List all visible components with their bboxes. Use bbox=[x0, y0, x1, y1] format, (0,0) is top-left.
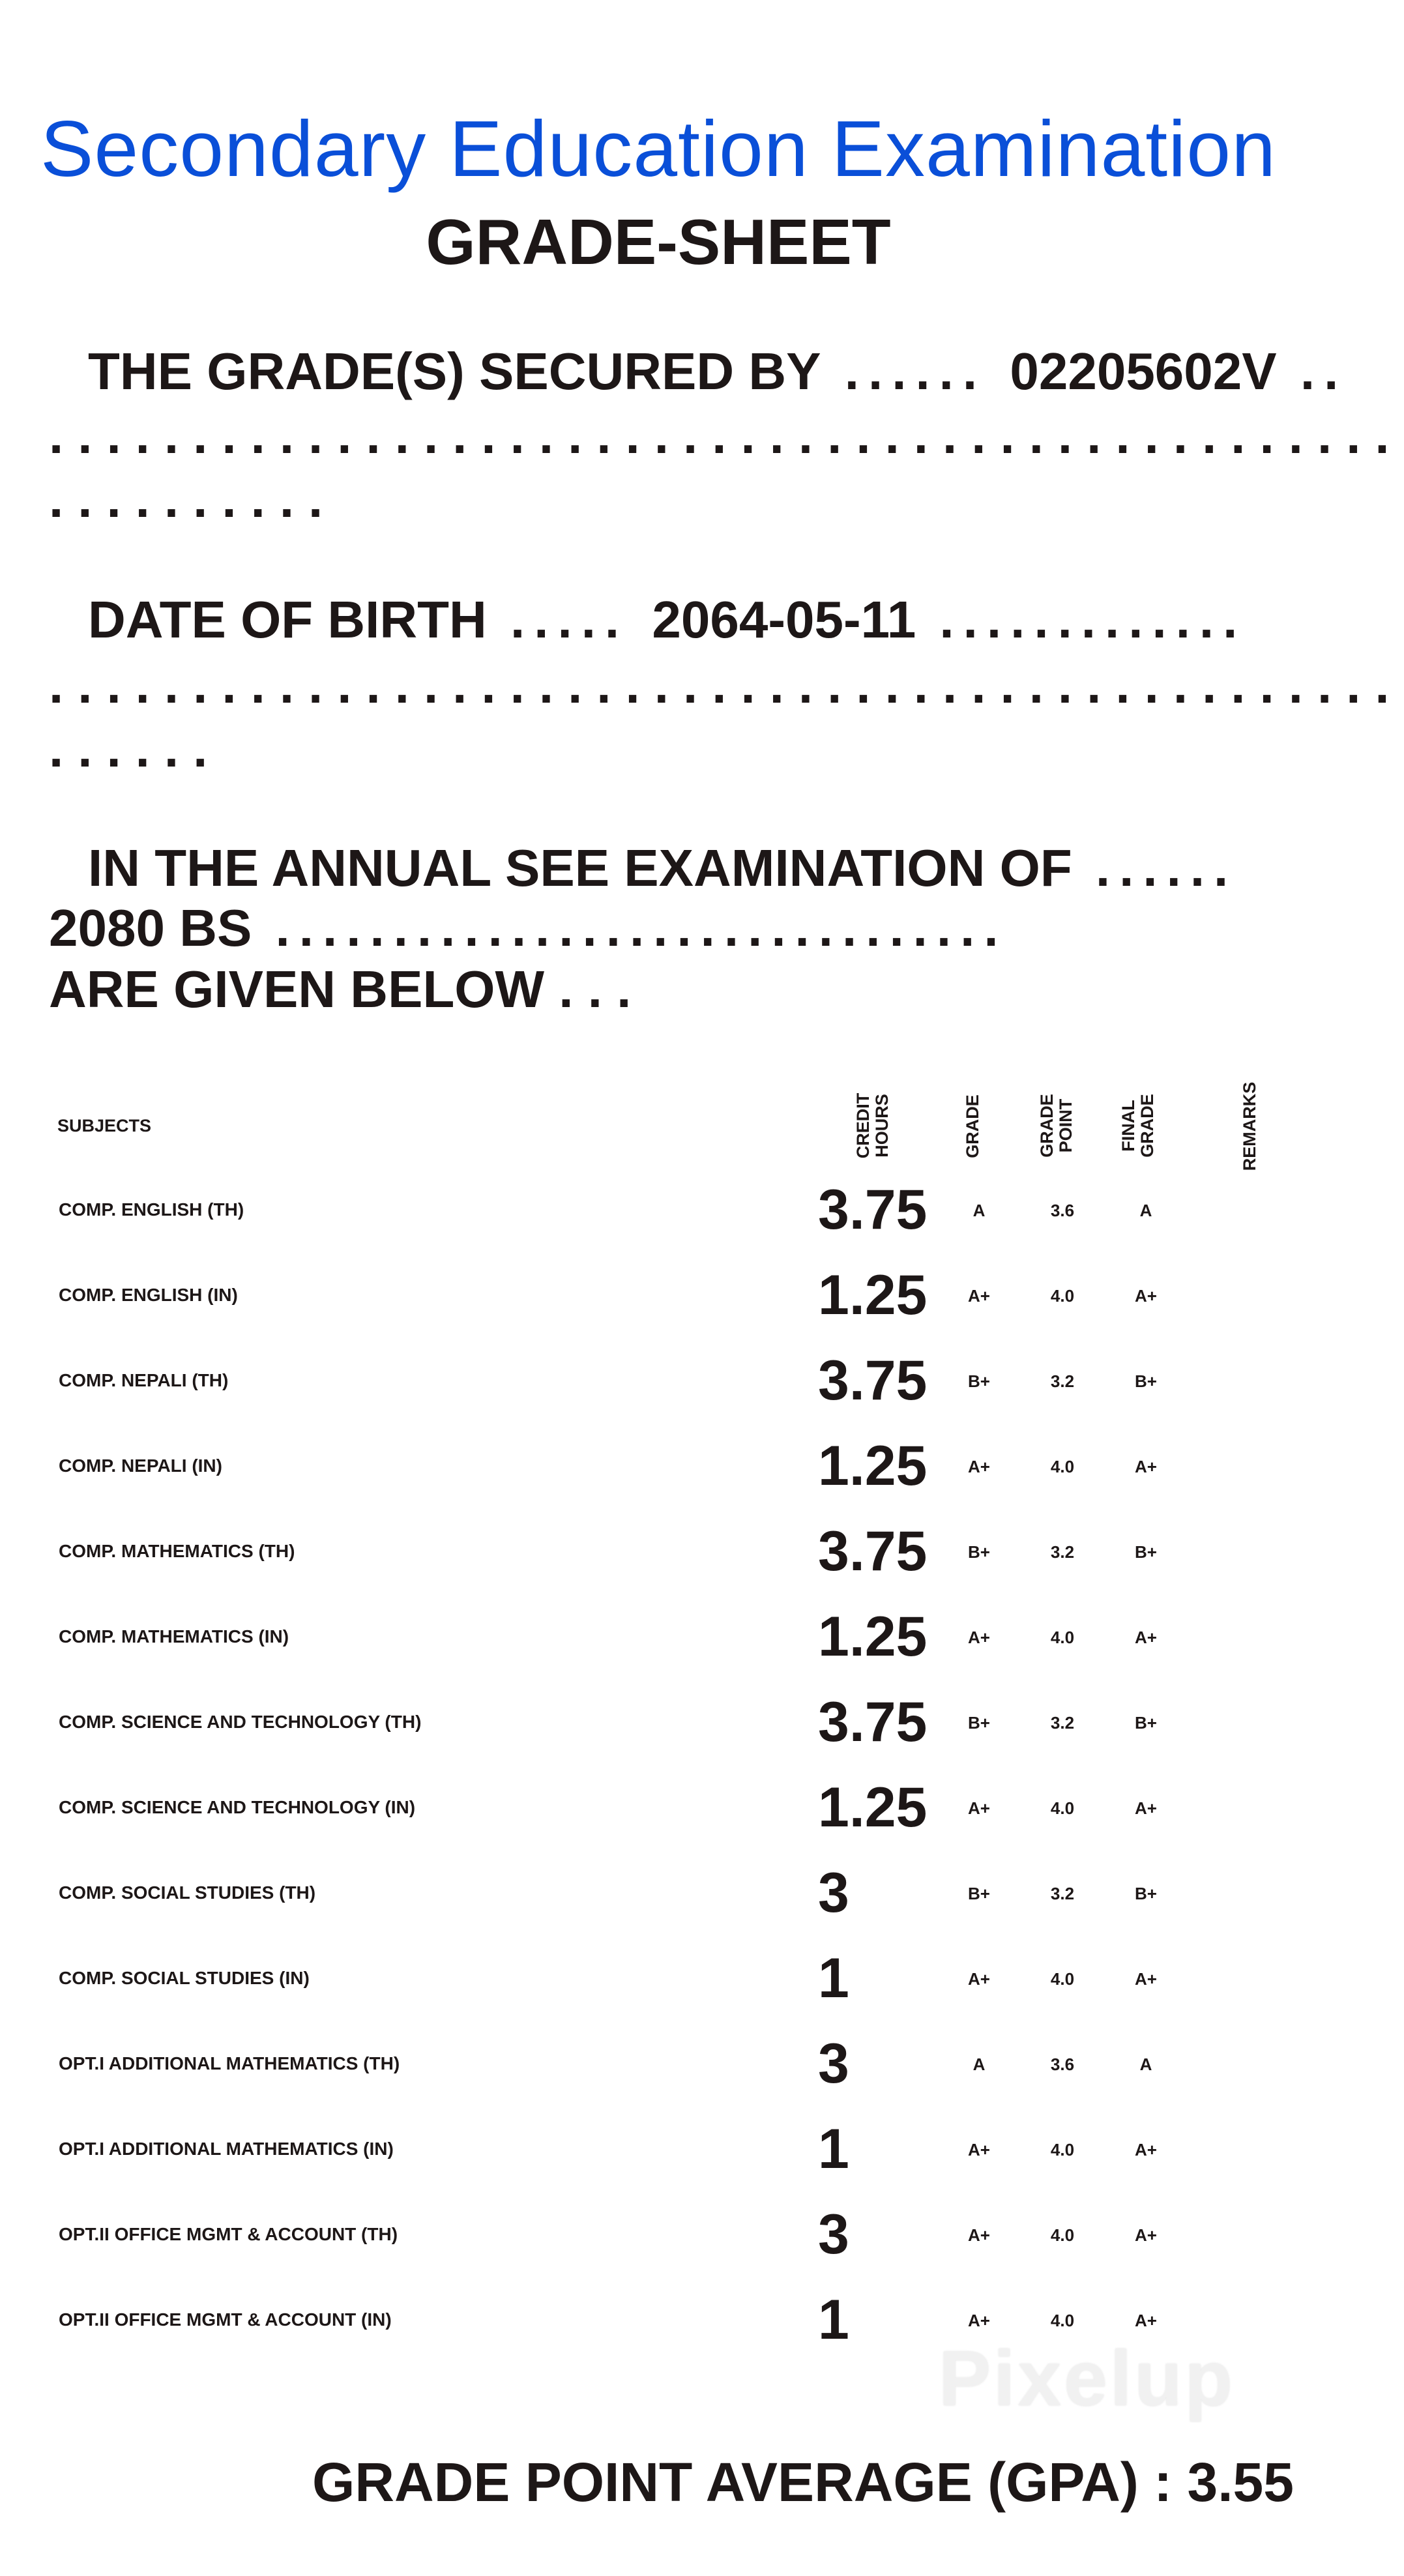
dotted-fill: ............................................... bbox=[49, 406, 1404, 464]
credit-hours: 1.25 bbox=[818, 1435, 928, 1497]
dob-value: 2064-05-11 bbox=[652, 591, 916, 649]
dob-line: DATE OF BIRTH ..... 2064-05-11 ............. bbox=[88, 591, 1247, 649]
grade-point-cell: 4.0 bbox=[1050, 1286, 1075, 1306]
credit-hours: 3.75 bbox=[818, 1691, 928, 1753]
header-remarks: REMARKS bbox=[1240, 1081, 1259, 1171]
subject-name: COMP. ENGLISH (TH) bbox=[59, 1199, 244, 1220]
grade-point-cell: 3.6 bbox=[1050, 2055, 1075, 2074]
final-grade-cell: A+ bbox=[1135, 2311, 1157, 2330]
final-grade-cell: B+ bbox=[1135, 1713, 1157, 1733]
secured-by-line: THE GRADE(S) SECURED BY ...... 02205602V .. bbox=[88, 342, 1348, 400]
credit-hours: 3 bbox=[818, 1862, 849, 1924]
grade-cell: A+ bbox=[968, 1969, 990, 1989]
gpa-label: GRADE POINT AVERAGE (GPA) : bbox=[312, 2452, 1173, 2513]
dotted-fill: .......... bbox=[49, 470, 338, 528]
credit-hours: 3.75 bbox=[818, 1520, 928, 1583]
subject-name: COMP. SCIENCE AND TECHNOLOGY (IN) bbox=[59, 1797, 416, 1817]
header-final-grade: FINAL GRADE bbox=[1119, 1094, 1157, 1158]
grade-point-cell: 4.0 bbox=[1050, 2225, 1075, 2245]
header-grade: GRADE bbox=[963, 1094, 982, 1158]
subject-name: COMP. MATHEMATICS (IN) bbox=[59, 1626, 289, 1647]
header-grade-point: GRADE POINT bbox=[1037, 1094, 1075, 1158]
subject-name: COMP. MATHEMATICS (TH) bbox=[59, 1541, 295, 1561]
subject-name: OPT.I ADDITIONAL MATHEMATICS (TH) bbox=[59, 2053, 400, 2073]
grade-point-cell: 4.0 bbox=[1050, 1457, 1075, 1476]
final-grade-cell: B+ bbox=[1135, 1542, 1157, 1562]
grade-cell: A+ bbox=[968, 2311, 990, 2330]
final-grade-cell: A+ bbox=[1135, 2225, 1157, 2245]
subject-name: COMP. NEPALI (IN) bbox=[59, 1456, 222, 1476]
page-title: Secondary Education Examination bbox=[40, 104, 1277, 193]
grade-cell: A+ bbox=[968, 1457, 990, 1476]
subject-name: COMP. NEPALI (TH) bbox=[59, 1370, 229, 1390]
grade-point-cell: 4.0 bbox=[1050, 2311, 1075, 2330]
credit-hours: 1.25 bbox=[818, 1605, 928, 1668]
credit-hours: 1 bbox=[818, 2289, 849, 2351]
watermark-logo: Pixelup bbox=[939, 2335, 1235, 2422]
subject-name: OPT.II OFFICE MGMT & ACCOUNT (TH) bbox=[59, 2224, 398, 2244]
final-grade-cell: B+ bbox=[1135, 1884, 1157, 1903]
grade-point-cell: 3.2 bbox=[1050, 1371, 1075, 1391]
subject-name: OPT.II OFFICE MGMT & ACCOUNT (IN) bbox=[59, 2309, 392, 2330]
final-grade-cell: A+ bbox=[1135, 1286, 1157, 1306]
final-grade-cell: A+ bbox=[1135, 1798, 1157, 1818]
dob-label: DATE OF BIRTH bbox=[88, 591, 487, 649]
given-below: ARE GIVEN BELOW . . . bbox=[49, 960, 632, 1018]
subject-name: COMP. ENGLISH (IN) bbox=[59, 1285, 238, 1305]
exam-line: IN THE ANNUAL SEE EXAMINATION OF ...... bbox=[88, 839, 1238, 897]
credit-hours: 3 bbox=[818, 2032, 849, 2095]
grade-sheet-heading: GRADE-SHEET bbox=[426, 206, 891, 278]
grade-point-cell: 3.2 bbox=[1050, 1713, 1075, 1733]
credit-hours: 3 bbox=[818, 2203, 849, 2266]
exam-year: 2080 BS bbox=[49, 899, 252, 957]
subject-name: OPT.I ADDITIONAL MATHEMATICS (IN) bbox=[59, 2139, 394, 2159]
header-subjects: SUBJECTS bbox=[57, 1116, 152, 1135]
symbol-number: 02205602V bbox=[1010, 342, 1277, 400]
subject-name: COMP. SOCIAL STUDIES (IN) bbox=[59, 1968, 310, 1988]
grade-point-cell: 3.6 bbox=[1050, 1201, 1075, 1220]
gpa-value: 3.55 bbox=[1187, 2452, 1294, 2513]
grade-cell: A bbox=[973, 2055, 986, 2074]
grade-point-cell: 4.0 bbox=[1050, 1628, 1075, 1647]
grade-cell: B+ bbox=[968, 1713, 990, 1733]
credit-hours: 1.25 bbox=[818, 1264, 928, 1326]
final-grade-cell: A+ bbox=[1135, 1969, 1157, 1989]
final-grade-cell: A+ bbox=[1135, 1628, 1157, 1647]
final-grade-cell: A+ bbox=[1135, 1457, 1157, 1476]
grade-point-cell: 4.0 bbox=[1050, 1798, 1075, 1818]
dotted-fill: ...... bbox=[49, 720, 222, 778]
credit-hours: 1 bbox=[818, 1947, 849, 2010]
grade-point-cell: 3.2 bbox=[1050, 1542, 1075, 1562]
exam-year-line: 2080 BS ............................... bbox=[49, 899, 1008, 957]
credit-hours: 1 bbox=[818, 2118, 849, 2180]
grade-cell: B+ bbox=[968, 1371, 990, 1391]
grade-cell: B+ bbox=[968, 1542, 990, 1562]
credit-hours: 3.75 bbox=[818, 1349, 928, 1412]
grade-cell: A+ bbox=[968, 1798, 990, 1818]
credit-hours: 3.75 bbox=[818, 1178, 928, 1241]
gpa-line bbox=[312, 2451, 1294, 2514]
grade-cell: A+ bbox=[968, 2225, 990, 2245]
grade-cell: A+ bbox=[968, 1628, 990, 1647]
subject-name: COMP. SOCIAL STUDIES (TH) bbox=[59, 1882, 316, 1903]
final-grade-cell: A+ bbox=[1135, 2140, 1157, 2159]
dotted-fill: ............................................... bbox=[49, 656, 1404, 714]
exam-label: IN THE ANNUAL SEE EXAMINATION OF bbox=[88, 839, 1072, 897]
grade-point-cell: 4.0 bbox=[1050, 2140, 1075, 2159]
final-grade-cell: B+ bbox=[1135, 1371, 1157, 1391]
subject-name: COMP. SCIENCE AND TECHNOLOGY (TH) bbox=[59, 1712, 422, 1732]
header-credit-hours: CREDIT HOURS bbox=[853, 1092, 892, 1159]
credit-hours: 1.25 bbox=[818, 1776, 928, 1839]
grade-cell: A+ bbox=[968, 2140, 990, 2159]
grade-point-cell: 3.2 bbox=[1050, 1884, 1075, 1903]
grade-point-cell: 4.0 bbox=[1050, 1969, 1075, 1989]
grade-cell: A+ bbox=[968, 1286, 990, 1306]
grade-cell: B+ bbox=[968, 1884, 990, 1903]
final-grade-cell: A bbox=[1139, 1201, 1152, 1220]
final-grade-cell: A bbox=[1139, 2055, 1152, 2074]
secured-by-label: THE GRADE(S) SECURED BY bbox=[88, 342, 821, 400]
grade-cell: A bbox=[973, 1201, 986, 1220]
